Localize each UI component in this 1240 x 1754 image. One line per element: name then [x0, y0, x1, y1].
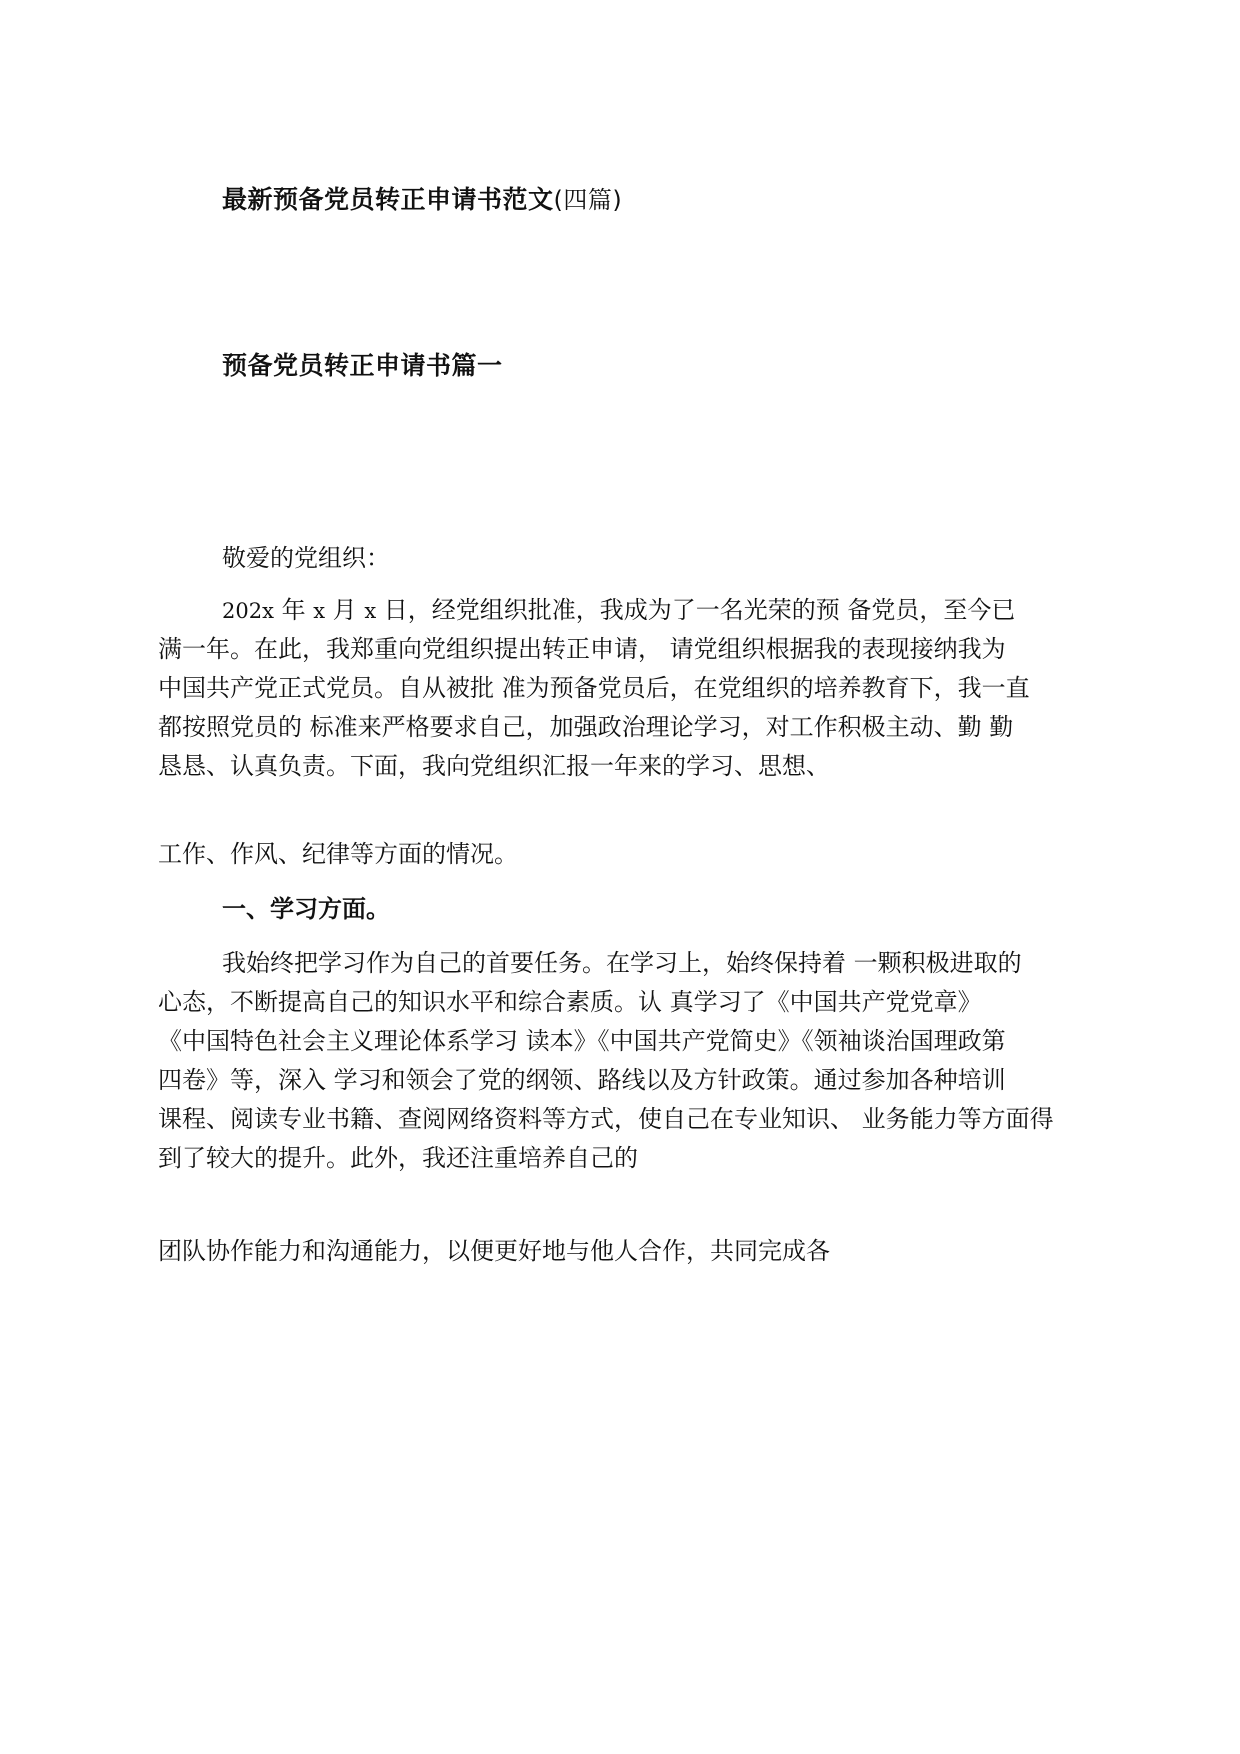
paragraph-1-line-1-rest: 日，经党组织批准，我成为了一名光荣的预 备党员，至今已: [376, 596, 1016, 624]
date-month-label: 月: [325, 596, 365, 624]
paragraph-2-line-1: 我始终把学习作为自己的首要任务。在学习上，始终保持着 一颗积极进取的: [222, 949, 1022, 977]
subheading-study: 一、学习方面。: [222, 895, 390, 923]
document-title: [222, 180, 622, 216]
section-title: 预备党员转正申请书篇一: [222, 351, 503, 380]
date-year-label: 年: [273, 596, 314, 624]
paragraph-1-line-5: 恳恳、认真负责。下面，我向党组织汇报一年来的学习、思想、: [158, 752, 830, 780]
document-title-text: 最新预备党员转正申请书范文: [222, 185, 554, 214]
salutation: 敬爱的党组织：: [222, 544, 390, 572]
paragraph-2-line-3: 《中国特色社会主义理论体系学习 读本》《中国共产党简史》《领袖谈治国理政第: [158, 1027, 1006, 1055]
paragraph-1: [158, 591, 1080, 786]
date-year-value: 202x: [222, 599, 274, 623]
paragraph-1-line-1: [158, 591, 1080, 630]
paragraph-2: [158, 944, 1080, 1178]
paragraph-2-line-4: 四卷》等，深入 学习和领会了党的纲领、路线以及方针政策。通过参加各种培训: [158, 1066, 1006, 1094]
paragraph-2-line-5: 课程、阅读专业书籍、查阅网络资料等方式，使自己在专业知识、 业务能力等方面得: [158, 1105, 1054, 1133]
paragraph-1-line-2: 满一年。在此，我郑重向党组织提出转正申请， 请党组织根据我的表现接纳我为: [158, 635, 1006, 663]
paragraph-2-line-2: 心态，不断提高自己的知识水平和综合素质。认 真学习了《中国共产党党章》: [158, 988, 982, 1016]
paragraph-1-line-3: 中国共产党正式党员。自从被批 准为预备党员后，在党组织的培养教育下，我一直: [158, 674, 1030, 702]
paragraph-2-line-6: 到了较大的提升。此外，我还注重培养自己的: [158, 1144, 638, 1172]
paragraph-1-tail: 工作、作风、纪律等方面的情况。: [158, 840, 518, 868]
paragraph-2-tail: 团队协作能力和沟通能力，以便更好地与他人合作，共同完成各: [158, 1237, 830, 1265]
date-month-value: x: [313, 599, 326, 623]
paragraph-1-line-4: 都按照党员的 标准来严格要求自己，加强政治理论学习，对工作积极主动、勤 勤: [158, 713, 1014, 741]
date-day-value: x: [364, 599, 377, 623]
document-title-suffix: (四篇): [553, 186, 623, 214]
